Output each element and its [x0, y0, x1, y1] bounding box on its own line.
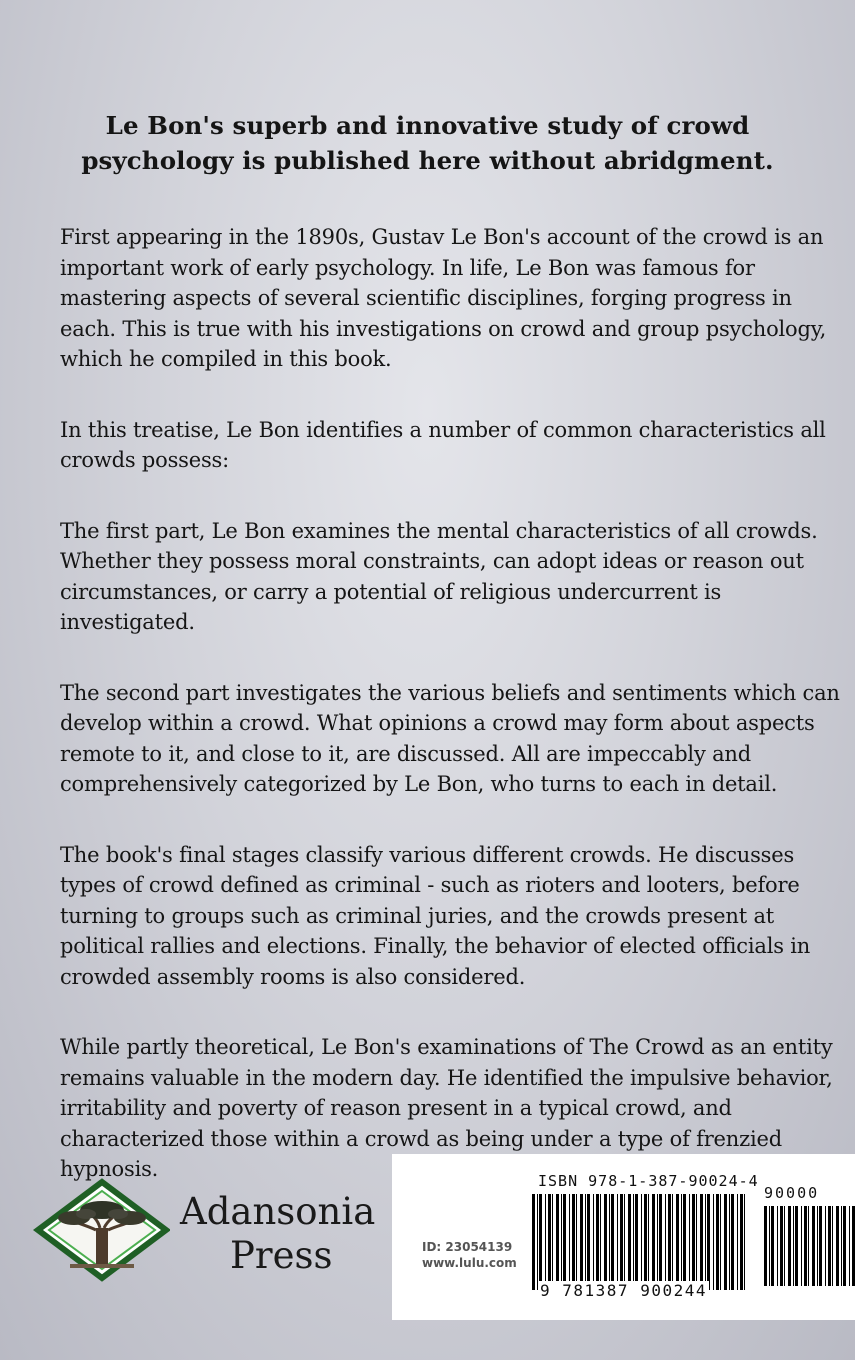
- lulu-id: ID: 23054139: [422, 1240, 513, 1254]
- isbn-barcode-box: [392, 1154, 855, 1320]
- barcode-digits: 9 781387 900244: [540, 1281, 707, 1300]
- baobab-tree-icon: [30, 1178, 170, 1283]
- headline: Le Bon's superb and innovative study of crowd psychology is published here without abridgment.: [81, 111, 774, 175]
- description: [60, 222, 840, 1225]
- publisher-name-line1: Adansonia: [180, 1190, 376, 1233]
- paragraph-4: The second part investigates the various beliefs and sentiments which can develop within a crowd. What opinions a crowd may form about aspects remote to it, and close to it, are discussed. All are impeccably and comprehensively categorized by Le Bon, who turns to each in detail.: [60, 680, 840, 796]
- isbn-label: ISBN 978-1-387-90024-4: [538, 1172, 759, 1190]
- paragraph-3: The first part, Le Bon examines the mental characteristics of all crowds. Whether they possess moral constraints, can adopt ideas or reason out circumstances, or carry a potential of religious undercurrent is investigated.: [60, 518, 818, 634]
- publisher-logo: [30, 1178, 390, 1283]
- publisher-name-line2: Press: [230, 1234, 333, 1277]
- paragraph-2: In this treatise, Le Bon identifies a number of common characteristics all crowds possess:: [60, 417, 826, 472]
- price-barcode: [764, 1206, 855, 1286]
- paragraph-5: The book's final stages classify various different crowds. He discusses types of crowd defined as criminal - such as rioters and looters, before turning to groups such as criminal juries, and the crowds present at political rallies and elections. Finally, the behavior of elected officials in crowded assembly rooms is also considered.: [60, 842, 811, 989]
- isbn-barcode: [532, 1194, 750, 1290]
- price-code: 90000: [764, 1184, 820, 1202]
- lulu-site: www.lulu.com: [422, 1256, 517, 1270]
- paragraph-1: First appearing in the 1890s, Gustav Le Bon's account of the crowd is an important work of early psychology. In life, Le Bon was famous for mastering aspects of several scientific disciplines, forging progress in each. This is true with his investigations on crowd and group psychology, which he compiled in this book.: [60, 225, 827, 371]
- paragraph-6: While partly theoretical, Le Bon's examinations of The Crowd as an entity remains valuable in the modern day. He identified the impulsive behavior, irritability and poverty of reason present in a typical crowd, and characterized those within a crowd as being under a type of frenzied hypnosis.: [60, 1035, 833, 1181]
